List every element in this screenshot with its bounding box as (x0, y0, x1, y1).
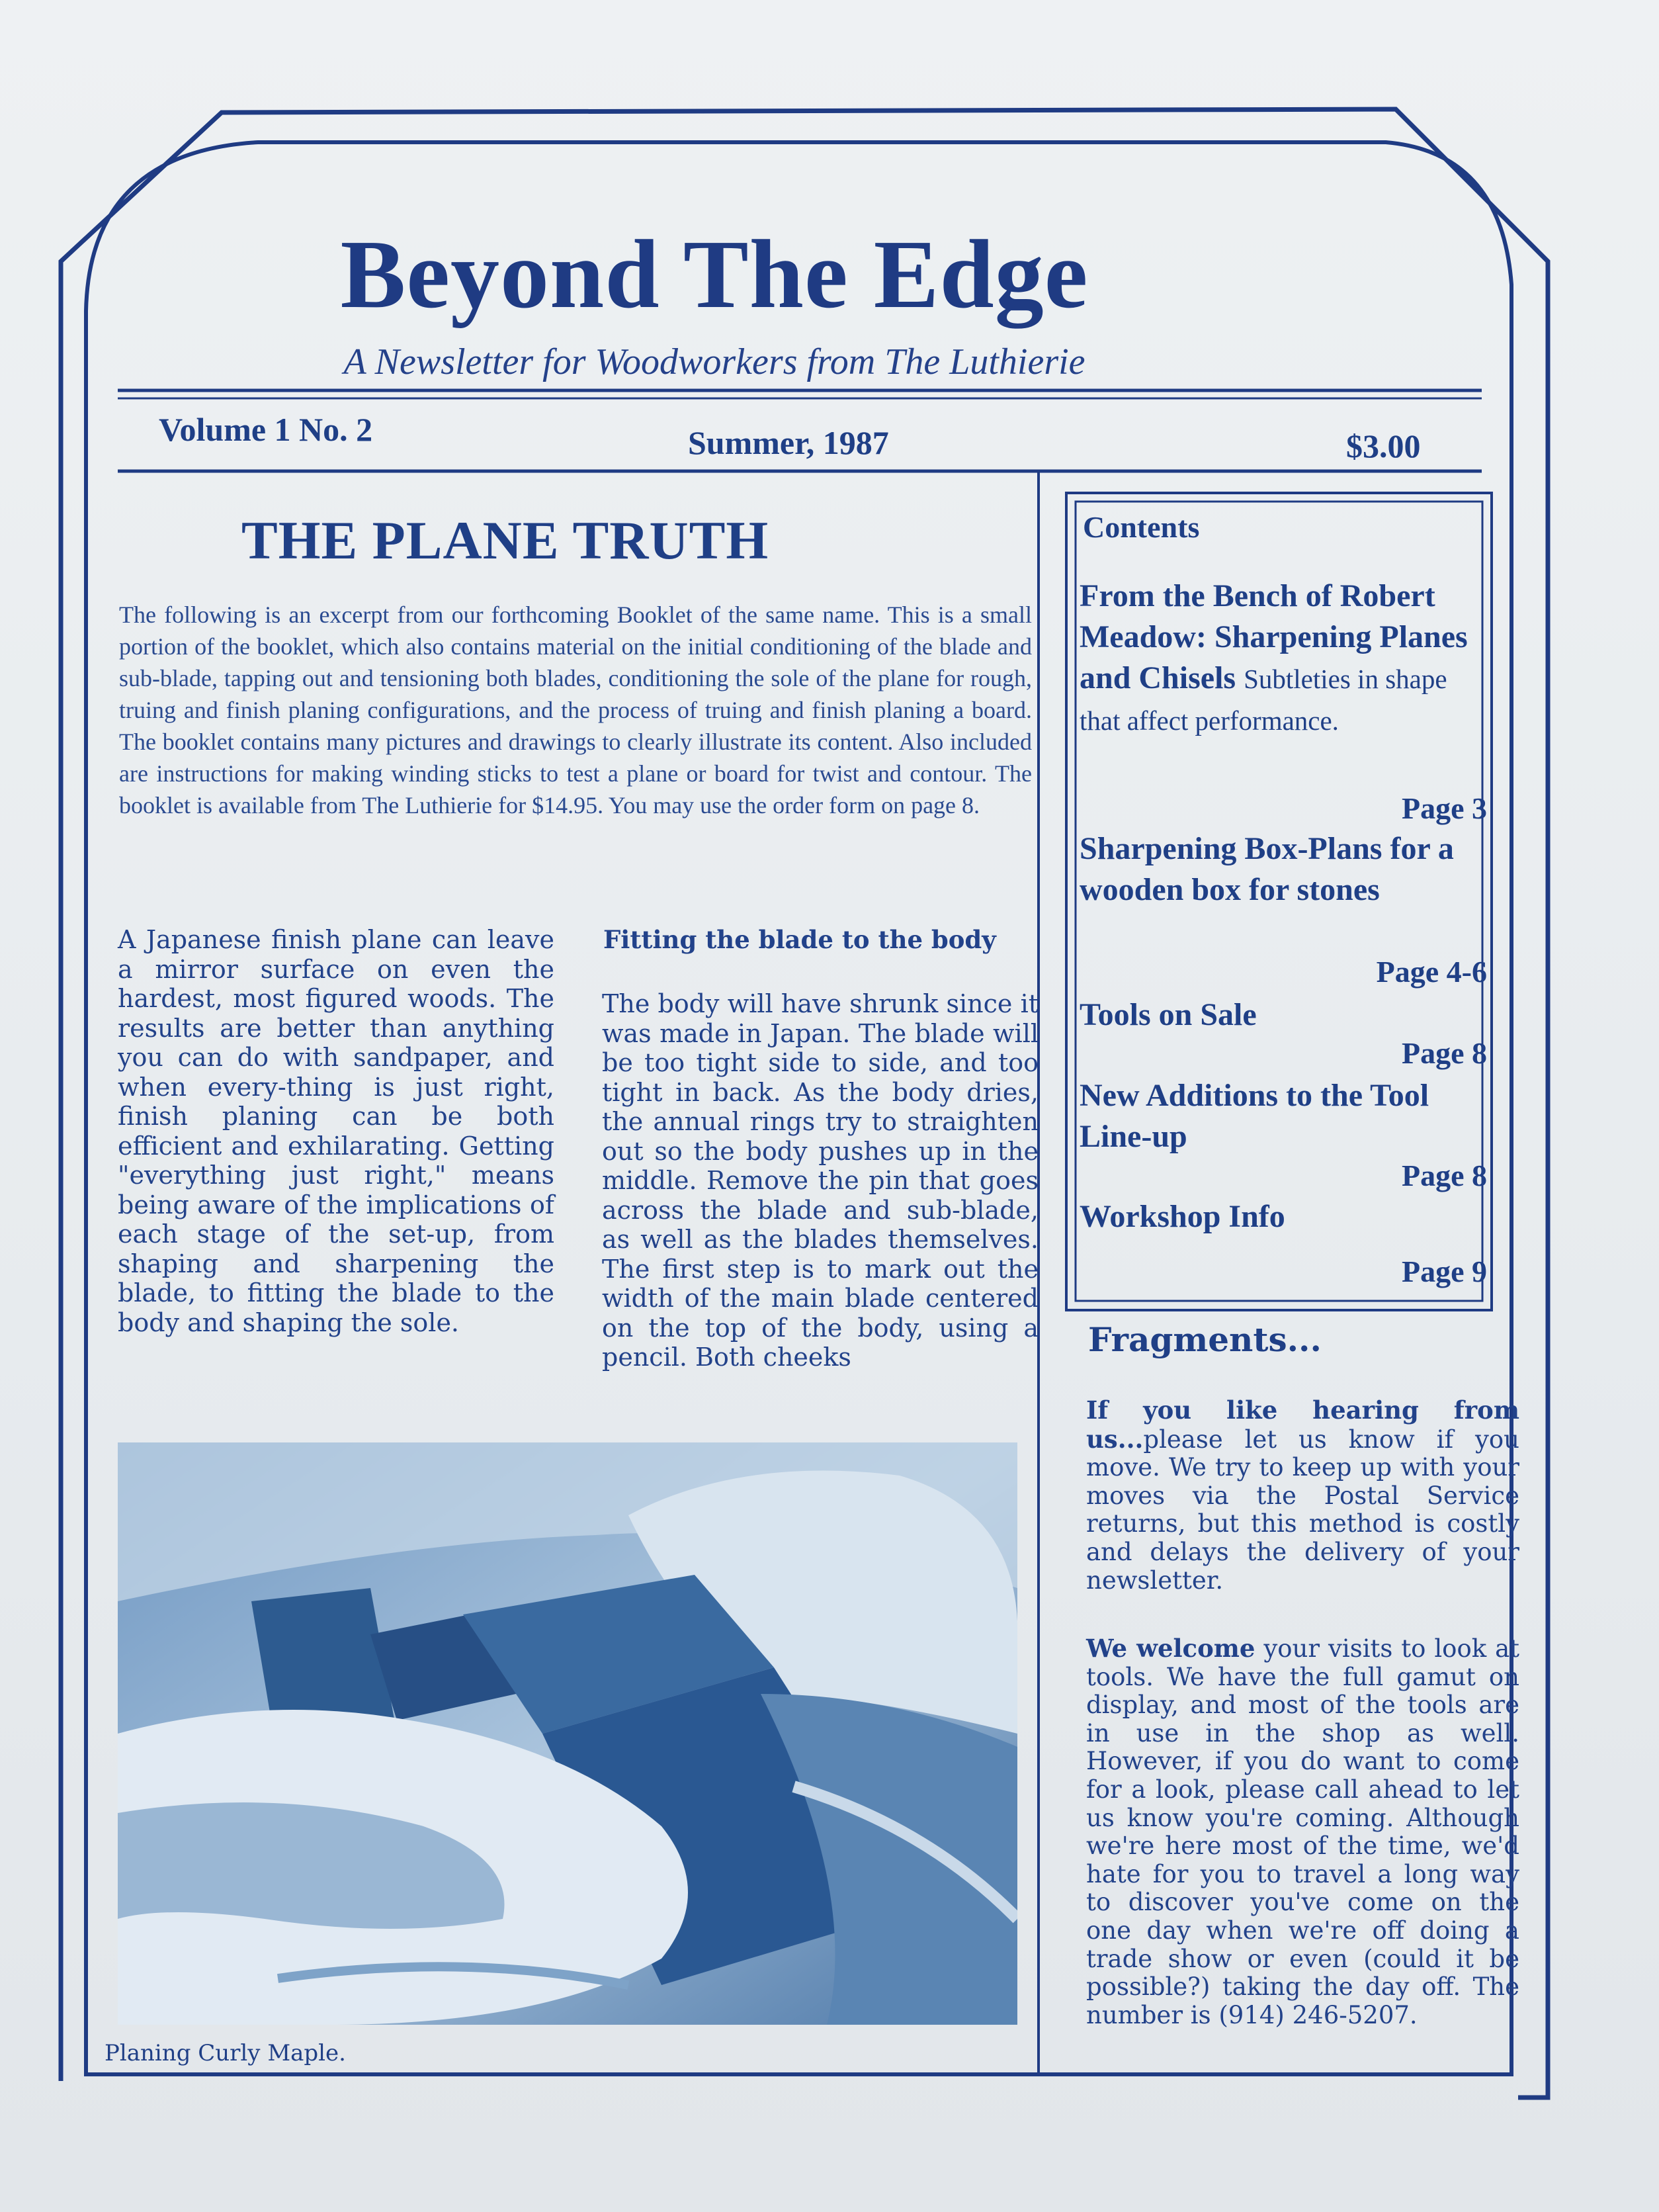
fragments-p2-body: your visits to look at tools. We have the full gamut on display, and most of the tools are in use in the shop as well. However, if you do want to come for a look, please call ahead to let us know you're coming. Although we're here most of the time, we'd hate for you to travel a long way to discover you've come on the one day when we're off doing a trade show or even (could it be possible?) taking the day off. The number is (914) 246-5207. (1086, 1634, 1519, 2029)
photo-caption: Planing Curly Maple. (105, 2040, 346, 2066)
fragments-paragraph-1 (1086, 1396, 1519, 1595)
issue-price: $3.00 (1346, 427, 1421, 465)
contents-item (1080, 1196, 1490, 1237)
contents-item-desc: Subtleties in shape that affect performance. (1080, 664, 1447, 736)
fragments-p2-lead: We welcome (1086, 1634, 1255, 1663)
photo-planing-curly-maple (118, 1442, 1017, 2025)
contents-item (1080, 1075, 1490, 1157)
article-headline: THE PLANE TRUTH (241, 510, 769, 570)
fragments-p1-lead: If you like hearing from us... (1086, 1395, 1519, 1454)
contents-title: Contents (1083, 510, 1200, 544)
fragments-p1-body: please let us know if you move. We try to keep up with your moves via the Postal Service returns, but this method is costly and delays the delivery of your newsletter. (1086, 1425, 1519, 1595)
contents-item (1080, 995, 1490, 1036)
contents-item (1080, 828, 1490, 910)
contents-item-title: From the Bench of Robert Meadow: Sharpening Planes and Chisels (1080, 578, 1468, 695)
contents-item-title: New Additions to the Tool Line-up (1080, 1078, 1429, 1154)
contents-item-page: Page 8 (1401, 1159, 1487, 1192)
newsletter-subtitle: A Newsletter for Woodworkers from The Luthierie (343, 341, 1085, 382)
newsletter-title: Beyond The Edge (340, 220, 1089, 329)
article-column-1: A Japanese finish plane can leave a mirror surface on even the hardest, most figured woods. The results are better than anything you can do with sandpaper, and when every-thing is just right, finish planing can be both efficient and exhilarating. Getting "everything just right," means being aware of the implications of each stage of the set-up, from shaping and sharpening the blade, to fitting the blade to the body and shaping the sole. (118, 925, 554, 1337)
contents-item-title: Sharpening Box-Plans for a wooden box for stones (1080, 831, 1454, 907)
volume-number: Volume 1 No. 2 (159, 411, 373, 448)
contents-item-page: Page 9 (1401, 1255, 1487, 1288)
contents-item (1080, 576, 1490, 741)
section-heading-fitting: Fitting the blade to the body (603, 925, 996, 954)
contents-item-page: Page 3 (1401, 791, 1487, 825)
contents-item-title: Tools on Sale (1080, 997, 1257, 1032)
fragments-title: Fragments... (1088, 1320, 1322, 1359)
article-intro: The following is an excerpt from our forthcoming Booklet of the same name. This is a small portion of the booklet, which also contains material on the initial conditioning of the blade and sub-blade, tapping out and tensioning both blades, conditioning the sole of the plane for rough, truing and finish planing configurations, and the process of truing and finish planing a board. The booklet contains many pictures and drawings to clearly illustrate its content. Also included are instructions for making winding sticks to test a plane or board for twist and contour. The booklet is available from The Luthierie for $14.95. You may use the order form on page 8. (119, 601, 1032, 818)
fragments-paragraph-2 (1086, 1634, 1519, 2029)
contents-item-title: Workshop Info (1080, 1199, 1285, 1234)
contents-item-page: Page 8 (1401, 1036, 1487, 1070)
issue-date: Summer, 1987 (688, 424, 889, 461)
contents-item-page: Page 4-6 (1376, 955, 1487, 989)
article-column-2: The body will have shrunk since it was made in Japan. The blade will be too tight side to side, and too tight in back. As the body dries, the annual rings try to straighten out so the body pushes up in the middle. Remove the pin that goes across the blade and sub-blade, as well as the blades themselves. The first step is to mark out the width of the main blade centered on the top of the body, using a pencil. Both cheeks (602, 989, 1039, 1372)
